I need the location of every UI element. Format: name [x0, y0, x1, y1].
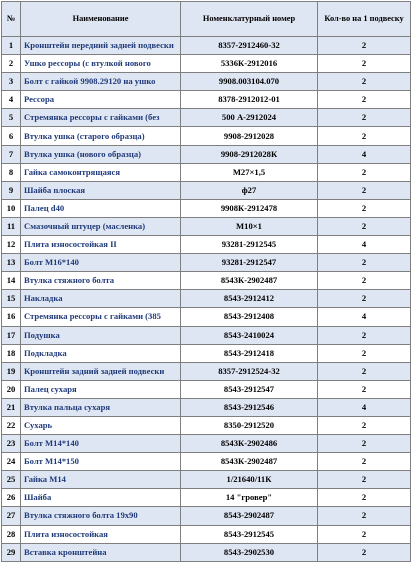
row-number: 25 [2, 471, 21, 489]
part-name: Болт М14*140 [21, 435, 181, 453]
part-number: 93281-2912547 [181, 254, 318, 272]
row-number: 11 [2, 217, 21, 235]
quantity: 2 [318, 91, 411, 109]
quantity: 2 [318, 290, 411, 308]
part-name: Подкладка [21, 344, 181, 362]
quantity: 2 [318, 181, 411, 199]
part-name: Вставка кронштейна [21, 543, 181, 561]
part-name: Стремянка рессоры с гайками (385 [21, 308, 181, 326]
header-name: Наименование [21, 2, 181, 37]
quantity: 2 [318, 127, 411, 145]
row-number: 8 [2, 163, 21, 181]
quantity: 2 [318, 326, 411, 344]
part-name: Шайба [21, 489, 181, 507]
row-number: 15 [2, 290, 21, 308]
part-number: 93281-2912545 [181, 236, 318, 254]
quantity: 2 [318, 416, 411, 434]
part-name: Рессора [21, 91, 181, 109]
quantity: 2 [318, 453, 411, 471]
table-row [2, 181, 411, 199]
header-num: № [2, 2, 21, 37]
row-number: 5 [2, 109, 21, 127]
table-row [2, 326, 411, 344]
table-row [2, 254, 411, 272]
quantity: 2 [318, 380, 411, 398]
row-number: 23 [2, 435, 21, 453]
quantity: 2 [318, 507, 411, 525]
part-number: 8543К-2902487 [181, 272, 318, 290]
part-number: ф27 [181, 181, 318, 199]
row-number: 12 [2, 236, 21, 254]
part-name: Гайка М14 [21, 471, 181, 489]
part-number: 8543-2912418 [181, 344, 318, 362]
quantity: 2 [318, 525, 411, 543]
table-row [2, 543, 411, 561]
header-qty: Кол-во на 1 подвеску [318, 2, 411, 37]
part-number: 9908.003104.070 [181, 73, 318, 91]
part-name: Стремянка рессоры с гайками (без [21, 109, 181, 127]
row-number: 17 [2, 326, 21, 344]
part-name: Палец сухаря [21, 380, 181, 398]
table-row [2, 163, 411, 181]
part-number: 8357-2912524-32 [181, 362, 318, 380]
table-row [2, 236, 411, 254]
row-number: 22 [2, 416, 21, 434]
part-name: Втулка стяжного болта [21, 272, 181, 290]
row-number: 27 [2, 507, 21, 525]
part-name: Плита износостойкая [21, 525, 181, 543]
part-name: Болт М14*150 [21, 453, 181, 471]
part-name: Накладка [21, 290, 181, 308]
part-name: Ушко рессоры (с втулкой нового [21, 55, 181, 73]
quantity: 2 [318, 362, 411, 380]
part-number: 500 А-2912024 [181, 109, 318, 127]
table-row [2, 272, 411, 290]
part-number: 8543-2912545 [181, 525, 318, 543]
quantity: 2 [318, 471, 411, 489]
quantity: 4 [318, 236, 411, 254]
row-number: 28 [2, 525, 21, 543]
table-row [2, 435, 411, 453]
part-number: М10×1 [181, 217, 318, 235]
part-number: 8543-2912408 [181, 308, 318, 326]
table-row [2, 199, 411, 217]
row-number: 16 [2, 308, 21, 326]
part-number: М27×1,5 [181, 163, 318, 181]
row-number: 20 [2, 380, 21, 398]
header-row [2, 2, 411, 37]
row-number: 19 [2, 362, 21, 380]
table-row [2, 308, 411, 326]
quantity: 2 [318, 489, 411, 507]
part-name: Втулка пальца сухаря [21, 398, 181, 416]
row-number: 2 [2, 55, 21, 73]
row-number: 4 [2, 91, 21, 109]
part-name: Втулка ушка (нового образца) [21, 145, 181, 163]
part-number: 5336К-2912016 [181, 55, 318, 73]
table-row [2, 507, 411, 525]
part-name: Болт М16*140 [21, 254, 181, 272]
part-name: Втулка ушка (старого образца) [21, 127, 181, 145]
part-name: Плита износостойкая II [21, 236, 181, 254]
quantity: 2 [318, 272, 411, 290]
table-row [2, 344, 411, 362]
table-row [2, 290, 411, 308]
table-row [2, 217, 411, 235]
part-number: 8543К-2902487 [181, 453, 318, 471]
quantity: 2 [318, 543, 411, 561]
row-number: 26 [2, 489, 21, 507]
part-name: Гайка самоконтрящаяся [21, 163, 181, 181]
part-name: Смазочный штуцер (масленка) [21, 217, 181, 235]
quantity: 2 [318, 73, 411, 91]
table-row [2, 380, 411, 398]
part-number: 8543-2902530 [181, 543, 318, 561]
header-code: Номенклатурный номер [181, 2, 318, 37]
table-row [2, 145, 411, 163]
row-number: 1 [2, 37, 21, 55]
table-row [2, 453, 411, 471]
table-row [2, 525, 411, 543]
part-name: Палец d40 [21, 199, 181, 217]
row-number: 13 [2, 254, 21, 272]
row-number: 18 [2, 344, 21, 362]
part-number: 14 "гровер" [181, 489, 318, 507]
part-name: Кронштейн передний задней подвески [21, 37, 181, 55]
part-name: Подушка [21, 326, 181, 344]
part-number: 8378-2912012-01 [181, 91, 318, 109]
part-number: 8543-2902487 [181, 507, 318, 525]
row-number: 24 [2, 453, 21, 471]
table-row [2, 91, 411, 109]
parts-table [1, 1, 411, 562]
part-name: Шайба плоская [21, 181, 181, 199]
part-number: 9908-2912028 [181, 127, 318, 145]
table-row [2, 471, 411, 489]
row-number: 10 [2, 199, 21, 217]
quantity: 2 [318, 254, 411, 272]
row-number: 21 [2, 398, 21, 416]
table-body [2, 37, 411, 562]
part-number: 8543К-2902486 [181, 435, 318, 453]
table-row [2, 127, 411, 145]
table-header [2, 2, 411, 37]
row-number: 29 [2, 543, 21, 561]
part-number: 9908-2912028К [181, 145, 318, 163]
part-number: 8543-2912547 [181, 380, 318, 398]
part-number: 8543-2912412 [181, 290, 318, 308]
quantity: 4 [318, 308, 411, 326]
quantity: 2 [318, 435, 411, 453]
table-row [2, 416, 411, 434]
part-number: 9908К-2912478 [181, 199, 318, 217]
part-number: 1/21640/11К [181, 471, 318, 489]
part-number: 8543-2410024 [181, 326, 318, 344]
quantity: 2 [318, 217, 411, 235]
row-number: 3 [2, 73, 21, 91]
quantity: 4 [318, 145, 411, 163]
part-number: 8357-2912460-32 [181, 37, 318, 55]
part-number: 8350-2912520 [181, 416, 318, 434]
row-number: 9 [2, 181, 21, 199]
quantity: 2 [318, 199, 411, 217]
table-row [2, 109, 411, 127]
row-number: 14 [2, 272, 21, 290]
part-name: Втулка стяжного болта 19х90 [21, 507, 181, 525]
table-row [2, 37, 411, 55]
part-name: Сухарь [21, 416, 181, 434]
part-name: Болт с гайкой 9908.29120 на ушко [21, 73, 181, 91]
part-number: 8543-2912546 [181, 398, 318, 416]
table-row [2, 398, 411, 416]
quantity: 2 [318, 109, 411, 127]
row-number: 7 [2, 145, 21, 163]
row-number: 6 [2, 127, 21, 145]
table-row [2, 362, 411, 380]
table-row [2, 489, 411, 507]
quantity: 4 [318, 398, 411, 416]
quantity: 2 [318, 344, 411, 362]
quantity: 2 [318, 163, 411, 181]
table-row [2, 55, 411, 73]
quantity: 2 [318, 55, 411, 73]
part-name: Кронштейн задний задней подвески [21, 362, 181, 380]
table-row [2, 73, 411, 91]
quantity: 2 [318, 37, 411, 55]
